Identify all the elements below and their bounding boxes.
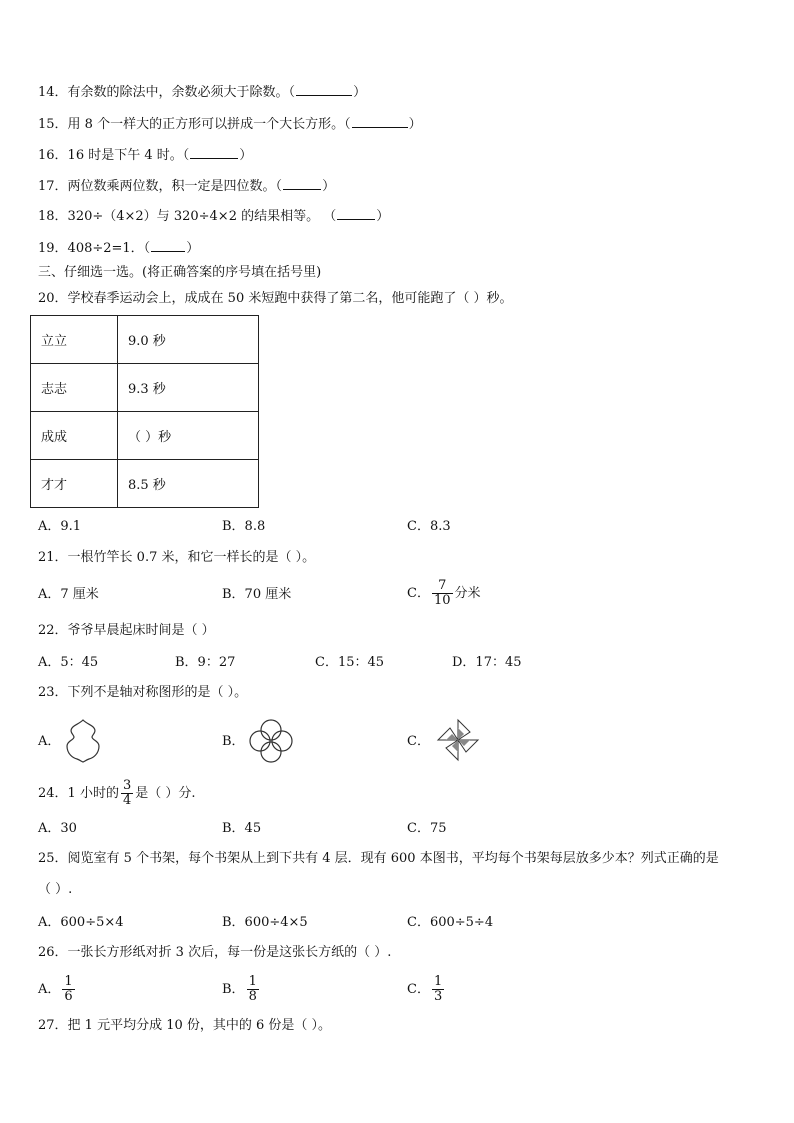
option-c[interactable] [407, 576, 481, 612]
question-number: 24． [38, 786, 68, 801]
question-18 [38, 207, 389, 225]
fraction [121, 779, 133, 808]
four-circles-icon [247, 718, 295, 764]
option-c[interactable]: C．15：45 [315, 655, 385, 670]
option-c[interactable]: C．600÷5÷4 [407, 915, 494, 930]
question-text: 408÷2=1．（ [67, 241, 151, 256]
denominator: 6 [64, 989, 73, 1004]
option-label: C． [407, 982, 430, 997]
question-text: 有余数的除法中，余数必须大于除数。（ [67, 85, 296, 100]
option-c[interactable]: C．75 [407, 821, 447, 836]
option-b[interactable]: B．8.8 [222, 519, 266, 534]
answer-blank[interactable] [337, 207, 375, 220]
denominator: 3 [433, 989, 443, 1004]
option-label: A． [38, 982, 61, 997]
question-19 [38, 239, 199, 257]
option-a[interactable]: A． [38, 734, 61, 749]
question-text: 1 小时的 [67, 786, 119, 801]
question-text: 阅览室有 5 个书架，每个书架从上到下共有 4 层．现有 600 本图书，平均每个书架每层放多少本？列式正确的是 [67, 851, 719, 866]
runner-time: 9.0 秒 [118, 316, 259, 364]
fraction [247, 975, 259, 1004]
question-21 [38, 550, 315, 566]
numerator: 1 [248, 974, 257, 989]
runner-name: 志志 [31, 364, 118, 412]
table-row [31, 364, 259, 412]
option-a[interactable] [38, 972, 77, 1008]
option-a[interactable]: A．600÷5×4 [38, 915, 124, 930]
runner-name: 才才 [31, 460, 118, 508]
question-text: 两位数乘两位数，积一定是四位数。（ [67, 179, 283, 194]
option-label: B． [222, 982, 245, 997]
table-row [31, 460, 259, 508]
fraction [432, 975, 444, 1004]
fraction [62, 975, 74, 1004]
numerator: 7 [438, 578, 447, 593]
option-b[interactable]: B．45 [222, 821, 262, 836]
question-text: 下列不是轴对称图形的是（ ）。 [67, 685, 248, 700]
option-a[interactable]: A．5：45 [38, 655, 99, 670]
question-text: 用 8 个一样大的正方形可以拼成一个大长方形。（ [67, 117, 351, 132]
numerator: 3 [122, 778, 132, 793]
question-number: 23． [38, 685, 68, 700]
option-a[interactable]: A．7 厘米 [38, 587, 99, 602]
bracket-close: ） [376, 209, 390, 224]
option-a[interactable]: A．30 [38, 821, 77, 836]
question-17 [38, 177, 335, 195]
option-b[interactable]: B． [222, 734, 245, 749]
question-27 [38, 1018, 331, 1034]
answer-blank[interactable] [296, 83, 352, 96]
option-c[interactable]: C． [407, 734, 430, 749]
option-c[interactable] [407, 972, 446, 1008]
table-row [31, 316, 259, 364]
runner-time: 8.5 秒 [118, 460, 259, 508]
question-number: 20． [38, 291, 68, 306]
curved-shape-icon [64, 718, 102, 764]
question-25-continued: （ ）. [38, 882, 73, 897]
question-16 [38, 146, 252, 164]
answer-blank[interactable] [352, 115, 408, 128]
option-c[interactable]: C．8.3 [407, 519, 451, 534]
option-b[interactable] [222, 972, 261, 1008]
bracket-close: ） [186, 241, 200, 256]
question-number: 22． [38, 623, 68, 638]
question-number: 15． [38, 117, 68, 132]
bracket-close: ） [353, 85, 367, 100]
question-number: 17． [38, 179, 68, 194]
runner-time: （ ）秒 [118, 412, 259, 460]
question-24 [38, 776, 196, 812]
denominator: 4 [122, 793, 132, 808]
runner-name: 立立 [31, 316, 118, 364]
question-15 [38, 115, 422, 133]
question-number: 14． [38, 85, 68, 100]
runner-time: 9.3 秒 [118, 364, 259, 412]
question-text: 把 1 元平均分成 10 份，其中的 6 份是（ ）。 [67, 1018, 332, 1033]
question-23 [38, 685, 247, 701]
question-number: 18． [38, 209, 68, 224]
question-22 [38, 623, 215, 639]
race-times-table [30, 315, 259, 508]
section-heading: 三、仔细选一选。(将正确答案的序号填在括号里) [38, 265, 322, 280]
option-b[interactable]: B．600÷4×5 [222, 915, 308, 930]
answer-blank[interactable] [151, 239, 185, 252]
question-number: 19． [38, 241, 68, 256]
bracket-close: ） [239, 148, 253, 163]
question-text: 学校春季运动会上，成成在 50 米短跑中获得了第二名，他可能跑了（ ）秒。 [67, 291, 513, 306]
denominator: 8 [248, 989, 257, 1004]
question-number: 25． [38, 851, 68, 866]
question-text: 一张长方形纸对折 3 次后，每一份是这张长方纸的（ ）. [67, 945, 392, 960]
question-text: 爷爷早晨起床时间是（ ） [67, 623, 215, 638]
denominator: 10 [433, 593, 451, 608]
pinwheel-icon [434, 716, 482, 764]
question-25 [38, 851, 719, 867]
question-text: 320÷（4×2）与 320÷4×2 的结果相等。 （ [67, 209, 337, 224]
answer-blank[interactable] [190, 146, 238, 159]
option-d[interactable]: D．17：45 [452, 655, 522, 670]
option-label: C． [407, 586, 430, 601]
question-number: 27． [38, 1018, 68, 1033]
question-20 [38, 291, 513, 307]
option-b[interactable]: B．70 厘米 [222, 587, 292, 602]
question-number: 16． [38, 148, 68, 163]
question-text: 是（ ）分. [135, 786, 196, 801]
table-row [31, 412, 259, 460]
bracket-close: ） [322, 179, 336, 194]
question-text: 16 时是下午 4 时。（ [67, 148, 190, 163]
numerator: 1 [64, 974, 73, 989]
numerator: 1 [433, 974, 443, 989]
question-14 [38, 83, 366, 101]
question-number: 26． [38, 945, 68, 960]
question-text: 一根竹竿长 0.7 米，和它一样长的是（ ）。 [67, 550, 316, 565]
question-26 [38, 945, 391, 961]
answer-blank[interactable] [283, 177, 321, 190]
question-number: 21． [38, 550, 68, 565]
bracket-close: ） [408, 117, 422, 132]
runner-name: 成成 [31, 412, 118, 460]
option-b[interactable]: B．9：27 [175, 655, 236, 670]
fraction [432, 579, 453, 608]
unit: 分米 [454, 586, 481, 601]
option-a[interactable]: A．9.1 [38, 519, 82, 534]
